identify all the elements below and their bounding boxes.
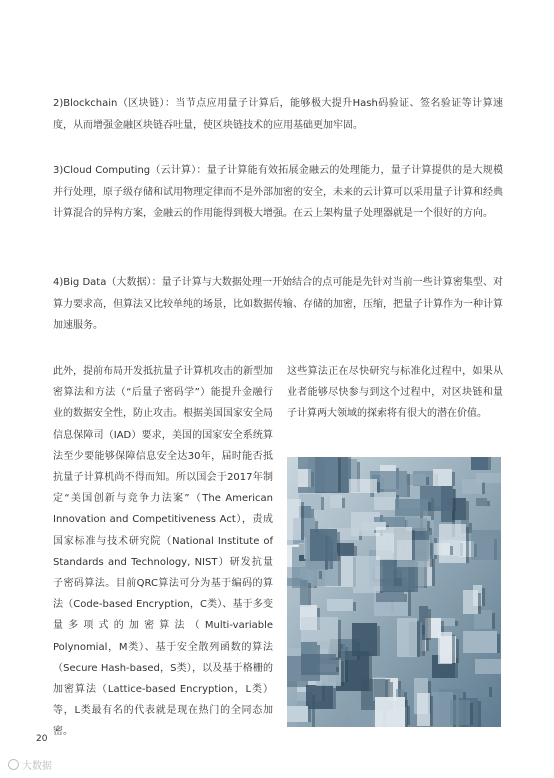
block-shape [374, 492, 396, 510]
block-shape [306, 685, 333, 709]
watermark-text: 大数据 [22, 761, 52, 772]
block-shadow [422, 625, 425, 656]
block-shadow [417, 621, 420, 657]
block-shadow [308, 583, 311, 607]
block-shape [463, 590, 478, 614]
block-shadow [456, 639, 459, 663]
block-shadow [308, 709, 311, 722]
block-shadow [450, 546, 453, 555]
block-shape [330, 495, 342, 508]
block-shape [450, 700, 470, 725]
block-shadow [478, 593, 481, 614]
block-shadow [408, 589, 411, 616]
block-shadow [354, 546, 357, 556]
block-shadow [453, 489, 456, 511]
block-shape [432, 692, 453, 727]
block-shadow [478, 701, 481, 727]
block-shape [476, 498, 487, 506]
block-shadow [427, 521, 430, 531]
block-shape [310, 529, 337, 561]
block-shape [308, 457, 338, 492]
block-shape [475, 659, 501, 674]
block-shadow [466, 527, 469, 563]
block-shadow [488, 457, 491, 470]
block-shadow [333, 688, 336, 709]
paragraph-big-data: 4)Big Data（大数据）：量子计算与大数据处理一开始结合的点可能是先针对当前一些计算密集型、对算力要求高，但算法又比较单纯的场景，比如数据传输、存储的加密，压缩，把量子计算作为一种计算加速服务。 [53, 277, 503, 331]
block-shape [301, 654, 336, 675]
block-shadow [336, 657, 339, 675]
block-shadow [319, 571, 322, 579]
block-shape [349, 479, 377, 493]
block-shadow [428, 609, 431, 640]
watermark [8, 757, 52, 772]
block-shadow [412, 530, 415, 560]
block-shadow [341, 661, 344, 686]
block-shape [287, 706, 308, 722]
block-shape [352, 623, 377, 656]
block-shadow [338, 620, 341, 658]
block-shadow [470, 703, 473, 725]
block-shape [433, 469, 452, 486]
right-column-text: 这些算法正在尽快研究与标准化过程中，如果从业者能够尽快参与到这个过程中，对区块链和量子计算两大领域的探索将有很大的潜在价值。 [287, 366, 503, 420]
block-shadow [426, 477, 429, 485]
block-shape [397, 618, 417, 657]
abstract-block-city-image [287, 457, 501, 727]
page-number: 20 [36, 734, 48, 744]
block-pattern-graphic [287, 457, 501, 727]
block-shadow [452, 472, 455, 486]
paragraph-cloud-computing: 3)Cloud Computing（云计算）：量子计算能有效拓展金融云的处理能力，量子计算提供的是大规模并行处理，原子级存储和试用物理定律而不是外部加密的安全，未来的云计算可以采用量子计算和经典计算混合的异构方案，金融云的作用能得到极大增强。在云上架构量子处理器就是一个很好的方向。 [53, 165, 503, 219]
block-shape [417, 693, 430, 726]
watermark-logo-icon [8, 759, 19, 770]
block-shape [287, 499, 301, 540]
block-shape [471, 530, 501, 560]
block-shadow [430, 696, 433, 726]
block-shadow [492, 613, 495, 629]
left-column-text: 此外，提前布局开发抵抗量子计算机攻击的新型加密算法和方法（“后量子密码学”）能提升金融行业的数据安全性，防止攻击。根据美国国家安全局信息保障司（IAD）要求，美国的国家安全系统算法至少要能够保障信息安全达30年，届时能否抵抗量子计算机尚不得而知。所以国会于2017年制定“美国创新与竞争力法案”（The American Innovation and Competitiveness Act），责成国家标准与技术研究院（National Institute of Standards and Technology, NIST）研发抗量子密码算法。目前QRC算法可分为基于编码的算法（Code-based Encryption，C类）、基于多变量多项式的加密算法（Multi-variable Polynomial，M类）、基于安全散列函数的算法（Secure Hash-based，S类），以及基于格栅的加密算法（Lattice-based Encryption，L类）等，L类最有名的代表就是现在热门的全同态加密。 [53, 366, 273, 738]
block-shape [300, 580, 308, 607]
block-shape [476, 473, 501, 483]
block-shape [471, 457, 488, 470]
block-shadow [338, 458, 341, 492]
block-shadow [497, 634, 500, 653]
block-shadow [377, 626, 380, 656]
block-shadow [301, 502, 304, 540]
block-shadow [377, 482, 380, 493]
block-shape [438, 632, 452, 664]
block-shadow [452, 635, 455, 664]
paragraph-blockchain: 2)Blockchain（区块链）：当节点应用量子计算后，能够极大提升Hash码验证、签名验证等计算速度，从而增强金融区块链吞吐量，使区块链技术的应用基础更加牢固。 [53, 98, 503, 131]
block-shape [463, 631, 497, 653]
block-shadow [342, 498, 345, 508]
block-shadow [482, 482, 485, 494]
block-shadow [321, 497, 324, 510]
block-shadow [489, 687, 492, 697]
block-shape [434, 543, 450, 555]
block-shape [353, 556, 380, 593]
block-shadow [353, 602, 356, 611]
block-shape [376, 527, 412, 560]
block-shadow [455, 621, 458, 626]
block-shadow [405, 700, 408, 727]
block-shadow [466, 501, 469, 520]
block-shadow [430, 543, 433, 567]
block-shape [395, 499, 428, 516]
block-shadow [337, 532, 340, 561]
block-shadow [380, 559, 383, 593]
block-shadow [487, 501, 490, 506]
block-shape [475, 684, 489, 697]
block-shape [375, 697, 405, 727]
block-shape [327, 599, 353, 611]
block-shadow [404, 594, 407, 602]
block-shadow [482, 588, 485, 606]
block-shadow [428, 502, 431, 516]
block-shadow [407, 474, 410, 497]
